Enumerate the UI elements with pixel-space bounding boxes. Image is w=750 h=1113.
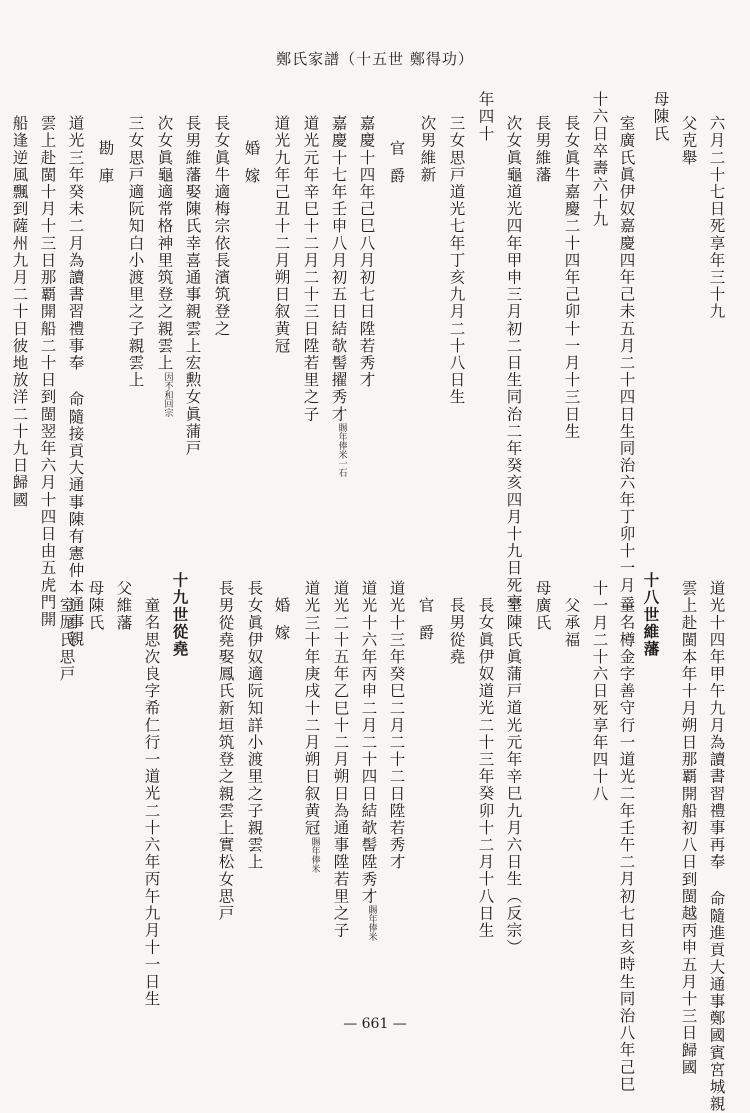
column-text: 長女眞伊奴道光二十三年癸卯十二月十八日生 (476, 597, 495, 939)
lower-column (273, 597, 289, 652)
column-text: 室陳氏眞蒲戸道光元年辛巳九月六日生（反宗） (504, 597, 523, 957)
column-text: 父克舉 (679, 115, 698, 167)
column-text: 道光十四年甲午九月為讀書習禮事再奉 命隨進貢大通事鄭國賓宮城親 (707, 580, 726, 1113)
column-text: 道光十六年丙申二月二十四日結欹髻陞秀才 (359, 580, 378, 905)
lower-column (115, 580, 131, 631)
annotation-note: 賜年俸米 (366, 904, 377, 941)
upper-column (708, 115, 724, 320)
column-text: 勘庫 (96, 140, 115, 195)
column-text: 六月二十七日死享年三十九 (707, 115, 726, 321)
column-text: 十一月二十六日死享年四十八 (590, 580, 609, 803)
column-text: 母陳氏 (651, 91, 670, 143)
column-text: 雲上赴閩十月十三日那覇開船二十日到閩翌年六月十四日由五虎門開 (38, 115, 57, 628)
upper-column (11, 115, 27, 508)
upper-column (591, 91, 607, 228)
lower-column (643, 572, 659, 658)
lower-column (388, 580, 404, 871)
lower-column (217, 580, 233, 922)
column-text: 官爵 (387, 140, 406, 195)
column-text: 長男維藩 (533, 115, 552, 184)
lower-column (332, 580, 348, 939)
column-text: 婚嫁 (272, 597, 291, 652)
upper-column (156, 115, 172, 417)
column-text: 室廣氏眞伊奴嘉慶四年己未五月二十四日生同治六年丁卯十一月二 (617, 115, 636, 611)
column-text: 次男維新 (418, 115, 437, 184)
upper-column (273, 115, 289, 354)
column-text: 雲上赴閩本年十月朔日那覇開船初八日到閩越丙申五月十三日歸國 (679, 580, 698, 1076)
page-number: — 661 — (343, 1016, 407, 1032)
column-text: 父維藩 (114, 580, 133, 632)
column-text: 長女眞牛嘉慶二十四年己卯十一月十三日生 (562, 115, 581, 440)
upper-column (213, 115, 229, 337)
annotation-note: 賜年俸米一石 (336, 422, 347, 477)
lower-column (143, 597, 159, 1007)
column-text: 童名思次良字希仁行一道光二十六年丙午九月十一日生 (142, 597, 161, 1008)
upper-column (563, 115, 579, 440)
lower-column (563, 597, 579, 648)
upper-column (388, 140, 404, 195)
upper-column (534, 115, 550, 183)
page-header: 鄭氏家譜（十五世 鄭得功） (276, 50, 474, 68)
upper-column (618, 115, 634, 611)
upper-column (330, 115, 346, 477)
annotation-note: 因不和回宗 (162, 371, 173, 417)
lower-column (58, 597, 74, 683)
column-text: 道光九年己丑十二月朔日叙黄冠 (272, 115, 291, 355)
column-text: 次女眞龜道光四年甲申三月初二日生同治二年癸亥四月十九日死享 (504, 115, 523, 611)
column-text: 嘉慶十四年己巳八月初七日陞若秀才 (357, 115, 376, 389)
column-text: 父承福 (562, 597, 581, 649)
lower-column (477, 597, 493, 939)
column-text: 長女眞牛適梅宗依長濱筑登之 (212, 115, 231, 338)
upper-column (184, 115, 200, 457)
lower-column (505, 597, 521, 956)
upper-column (652, 91, 668, 142)
column-text: 童名樽金字善守行一道光二年壬午二月初七日亥時生同治八年己巳 (617, 597, 636, 1093)
lower-column (87, 580, 103, 631)
column-text: 十八世維藩 (641, 572, 661, 658)
column-text: 道光二十五年乙巳十二月朔日為通事陞若里之子 (331, 580, 350, 940)
column-text: 道光三年癸未二月為讀書習禮事奉 命隨接貢大通事陳有憲仲本通事親 (66, 115, 85, 648)
column-text: 婚嫁 (242, 140, 261, 195)
column-text: 嘉慶十七年壬申八月初五日結欹髻擢秀才 (329, 115, 348, 423)
lower-column (303, 580, 319, 873)
upper-column (243, 140, 259, 195)
column-text: 三女思戸適阮知白小渡里之子親雲上 (126, 115, 145, 389)
column-text: 官爵 (416, 597, 435, 652)
upper-column (358, 115, 374, 389)
upper-column (302, 115, 318, 423)
column-text: 三女思戸道光七年丁亥九月二十八日生 (447, 115, 466, 406)
column-text: 長男維藩娶陳氏幸喜通事親雲上宏勲女眞蒲戸 (183, 115, 202, 457)
column-text: 室厖氏思戸 (57, 597, 76, 683)
column-text: 道光十三年癸巳二月二十二日陞若秀才 (387, 580, 406, 871)
column-text: 次女眞龜適常格神里筑登之親雲上 (155, 115, 174, 372)
lower-column (360, 580, 376, 941)
column-text: 長男從堯 (447, 597, 466, 666)
lower-column (417, 597, 433, 652)
upper-column (39, 115, 55, 628)
upper-column (505, 115, 521, 611)
lower-column (708, 580, 724, 1113)
upper-column (477, 91, 493, 142)
upper-column (97, 140, 113, 195)
upper-column (127, 115, 143, 389)
upper-column (67, 115, 83, 648)
column-text: 道光元年辛巳十二月二十三日陞若里之子 (301, 115, 320, 423)
column-text: 十九世從堯 (170, 572, 190, 658)
column-text: 長男從堯娶鳳氏新垣筑登之親雲上實松女思戸 (216, 580, 235, 922)
column-text: 長女眞伊奴適阮知詳小渡里之子親雲上 (245, 580, 264, 871)
lower-column (680, 580, 696, 1076)
lower-column (534, 580, 550, 631)
column-text: 母陳氏 (86, 580, 105, 632)
lower-column (246, 580, 262, 871)
column-text: 年四十 (476, 91, 495, 143)
column-text: 船逢逆風飄到薩州九月二十日彼地放洋二十九日歸國 (10, 115, 29, 509)
annotation-note: 賜年俸米 (309, 836, 320, 873)
column-text: 母廣氏 (533, 580, 552, 632)
lower-column (448, 597, 464, 665)
column-text: 十六日卒壽六十九 (590, 91, 609, 228)
lower-column (591, 580, 607, 802)
upper-column (448, 115, 464, 406)
lower-column (172, 572, 188, 658)
column-text: 道光三十年庚戌十二月朔日叙黄冠 (302, 580, 321, 837)
upper-column (680, 115, 696, 166)
upper-column (419, 115, 435, 183)
